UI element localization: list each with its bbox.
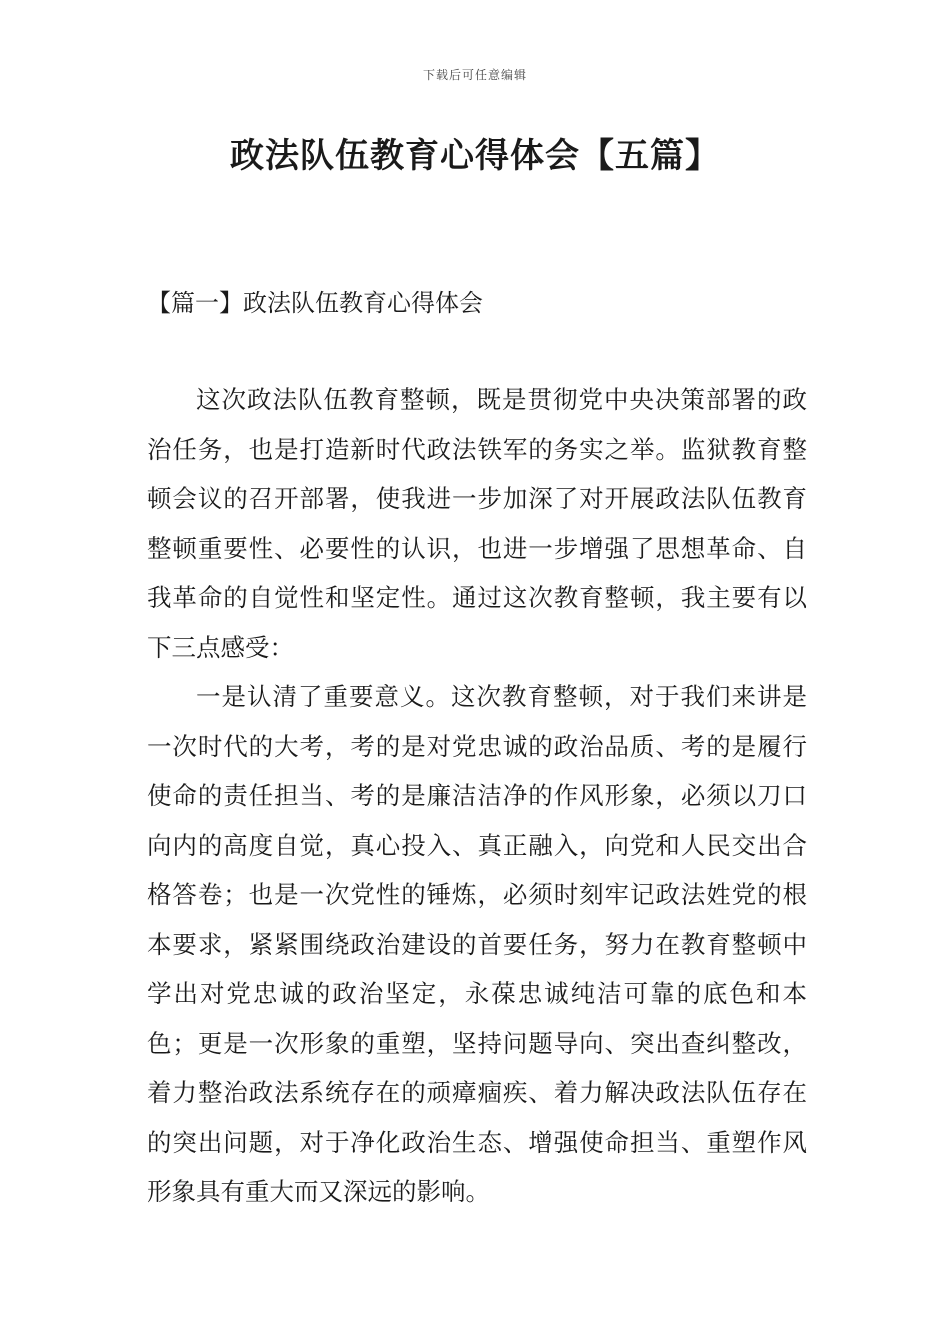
document-title: 政法队伍教育心得体会【五篇】 <box>230 136 720 176</box>
paragraph: 一是认清了重要意义。这次教育整顿，对于我们来讲是一次时代的大考，考的是对党忠诚的政治品质、考的是履行使命的责任担当、考的是廉洁洁净的作风形象，必须以刀口向内的高度自觉，真心投入、真正融入，向党和人民交出合格答卷；也是一次党性的锤炼，必须时刻牢记政法姓党的根本要求，紧紧围绕政治建设的首要任务，努力在教育整顿中学出对党忠诚的政治坚定，永葆忠诚纯洁可靠的底色和本色；更是一次形象的重塑，坚持问题导向、突出查纠整改，着力整治政法系统存在的顽瘴痼疾、着力解决政法队伍存在的突出问题，对于净化政治生态、增强使命担当、重塑作风形象具有重大而又深远的影响。 <box>147 682 807 1206</box>
header-note: 下载后可任意编辑 <box>422 68 527 82</box>
section-heading: 【篇一】政法队伍教育心得体会 <box>147 289 483 317</box>
document-body <box>147 375 807 1217</box>
paragraph: 这次政法队伍教育整顿，既是贯彻党中央决策部署的政治任务，也是打造新时代政法铁军的务实之举。监狱教育整顿会议的召开部署，使我进一步加深了对开展政法队伍教育整顿重要性、必要性的认识，也进一步增强了思想革命、自我革命的自觉性和坚定性。通过这次教育整顿，我主要有以下三点感受： <box>147 385 807 662</box>
